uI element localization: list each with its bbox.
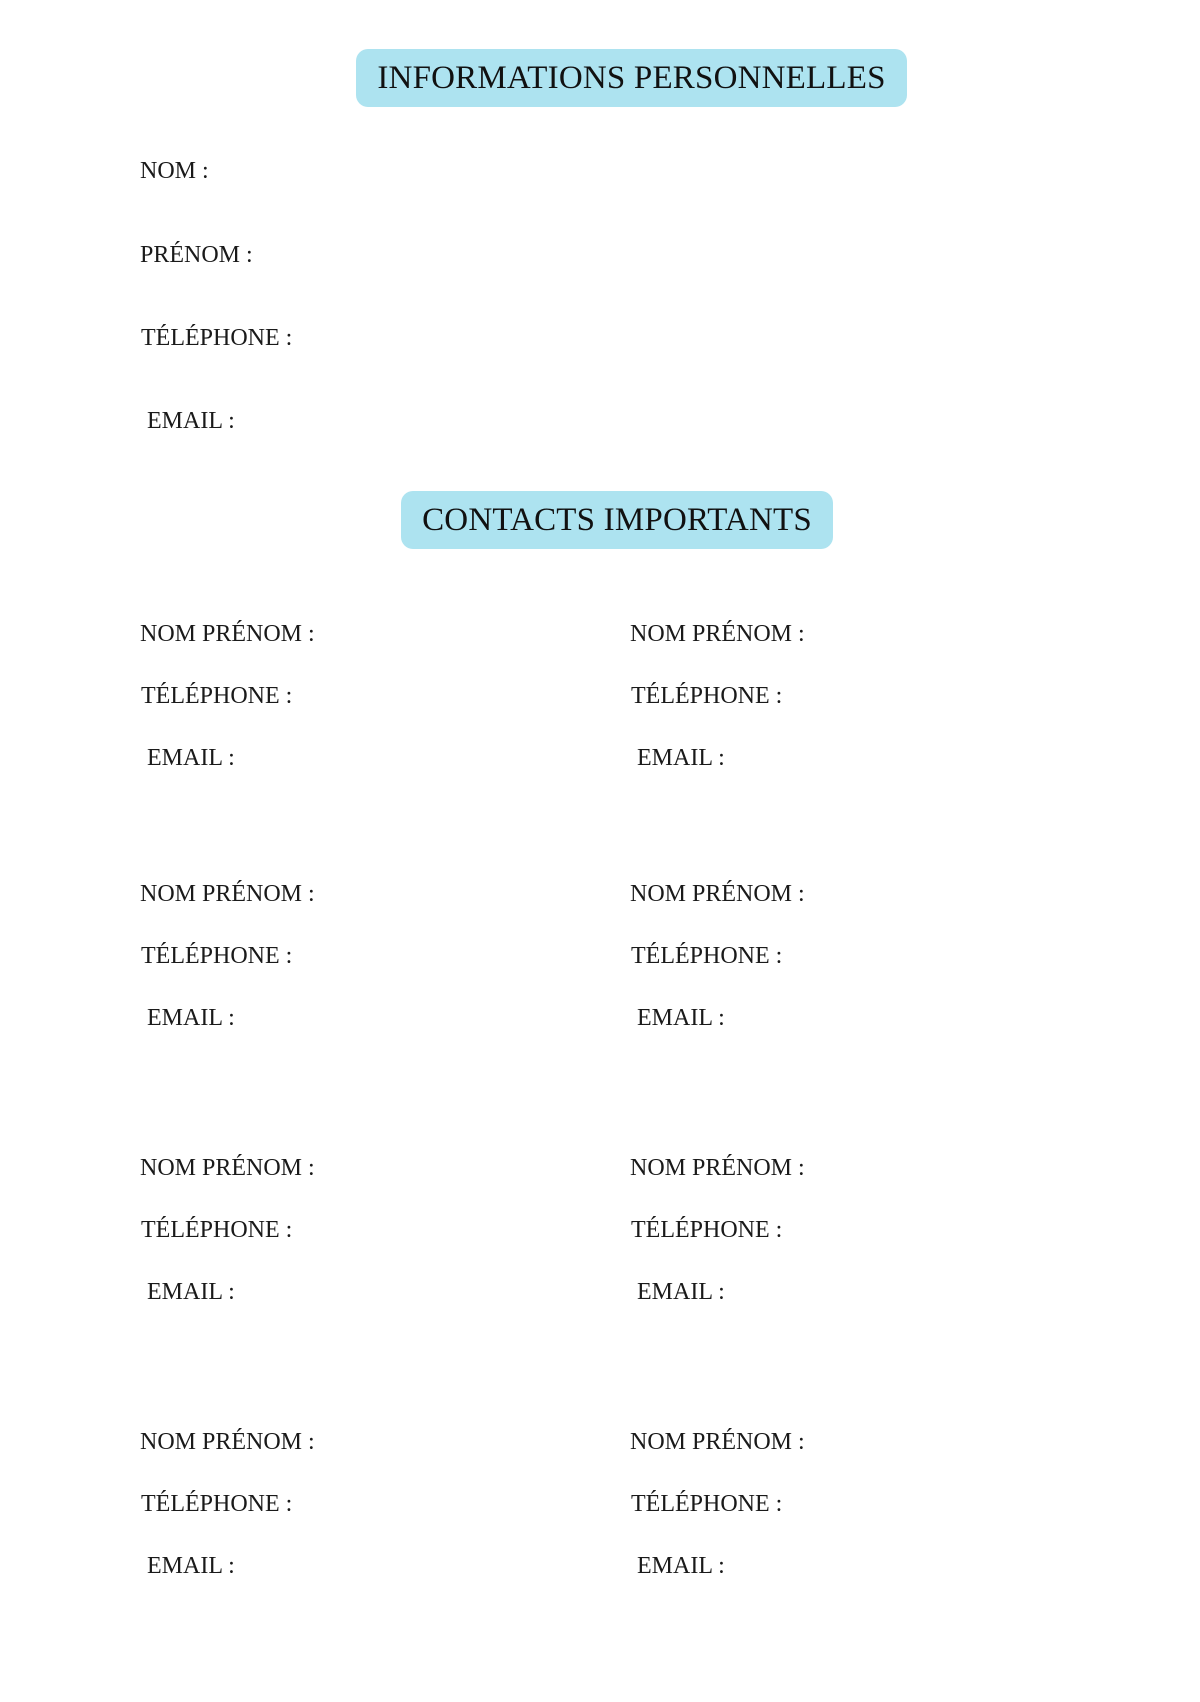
contact-email-label: EMAIL : [147, 1005, 235, 1031]
contact-nom-prenom-label: NOM PRÉNOM : [140, 881, 315, 907]
contact-telephone-label: TÉLÉPHONE : [141, 1491, 293, 1517]
prenom-label: PRÉNOM : [140, 242, 253, 268]
telephone-label: TÉLÉPHONE : [141, 325, 293, 351]
contact-nom-prenom-label: NOM PRÉNOM : [630, 621, 805, 647]
contact-email-label: EMAIL : [147, 1279, 235, 1305]
contact-nom-prenom-label: NOM PRÉNOM : [140, 621, 315, 647]
contact-nom-prenom-label: NOM PRÉNOM : [140, 1429, 315, 1455]
contact-telephone-label: TÉLÉPHONE : [631, 683, 783, 709]
contacts-title: CONTACTS IMPORTANTS [401, 491, 833, 549]
contact-nom-prenom-label: NOM PRÉNOM : [630, 881, 805, 907]
email-label: EMAIL : [147, 408, 235, 434]
contact-email-label: EMAIL : [637, 1279, 725, 1305]
contact-telephone-label: TÉLÉPHONE : [631, 943, 783, 969]
contact-email-label: EMAIL : [637, 1553, 725, 1579]
contact-email-label: EMAIL : [637, 1005, 725, 1031]
contact-nom-prenom-label: NOM PRÉNOM : [630, 1155, 805, 1181]
contact-telephone-label: TÉLÉPHONE : [141, 1217, 293, 1243]
contact-telephone-label: TÉLÉPHONE : [631, 1217, 783, 1243]
nom-label: NOM : [140, 158, 209, 184]
contact-nom-prenom-label: NOM PRÉNOM : [630, 1429, 805, 1455]
contact-nom-prenom-label: NOM PRÉNOM : [140, 1155, 315, 1181]
contact-email-label: EMAIL : [637, 745, 725, 771]
contact-telephone-label: TÉLÉPHONE : [631, 1491, 783, 1517]
contact-email-label: EMAIL : [147, 1553, 235, 1579]
contact-email-label: EMAIL : [147, 745, 235, 771]
personal-info-title: INFORMATIONS PERSONNELLES [356, 49, 907, 107]
contact-telephone-label: TÉLÉPHONE : [141, 943, 293, 969]
contact-telephone-label: TÉLÉPHONE : [141, 683, 293, 709]
